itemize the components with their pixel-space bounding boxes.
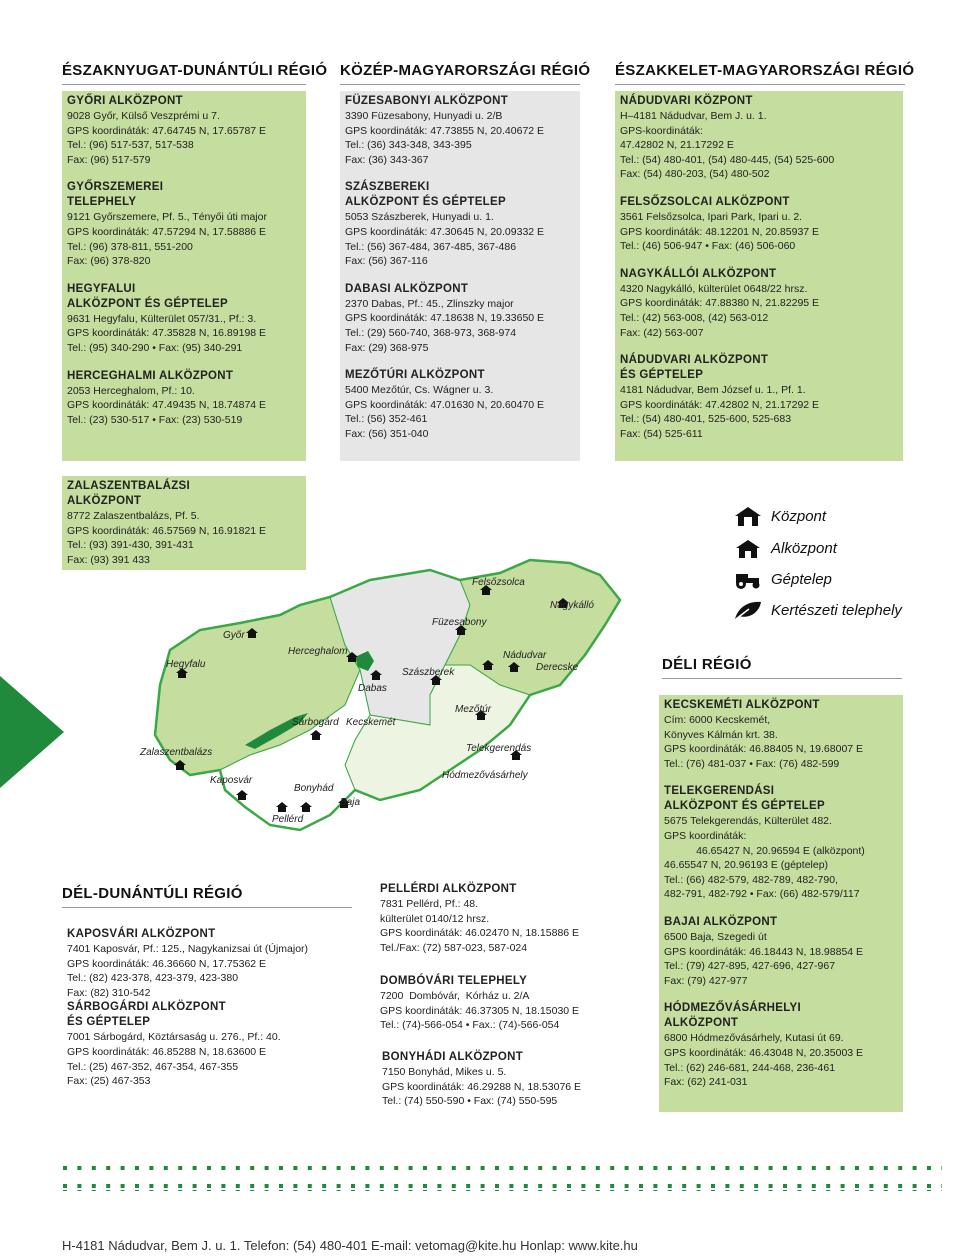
office-detail: Tel.: (29) 560-740, 368-973, 368-974	[345, 326, 517, 339]
office-detail: GPS koordináták: 47.35828 N, 16.89198 E	[67, 327, 267, 340]
office-detail: Fax: (29) 368-975	[345, 341, 429, 354]
southwest-offices-box	[62, 924, 352, 1114]
office-detail: Tel.: (96) 378-811, 551-200	[67, 240, 193, 253]
office-title: ALKÖZPONT	[664, 1017, 739, 1030]
office-detail: GPS koordináták: 47.30645 N, 20.09332 E	[345, 225, 545, 238]
office-detail: Tel./Fax: (72) 587-023, 587-024	[380, 941, 528, 954]
office-detail: Fax: (82) 310-542	[67, 986, 151, 999]
office-detail: GPS koordináták:	[664, 829, 747, 842]
office-detail: Tel.: (56) 352-461	[345, 413, 428, 426]
office-entry	[67, 180, 301, 268]
dotted-separator	[62, 1165, 942, 1195]
legend-item-machine-yard	[733, 568, 832, 590]
office-entry	[67, 94, 301, 167]
office-detail: Tel.: (79) 427-895, 427-696, 427-967	[664, 960, 836, 973]
office-detail: 5675 Telekgerendás, Külterület 482.	[664, 815, 832, 828]
office-detail: 7200 Dombóvár, Kórház u. 2/A	[380, 990, 530, 1002]
office-title: GYŐRSZEMEREI	[67, 181, 164, 194]
office-title: ALKÖZPONT	[67, 495, 142, 507]
map-label: Hódmezővásárhely	[442, 770, 528, 781]
office-detail: Cím: 6000 Kecskemét,	[664, 714, 771, 726]
office-detail: Fax: (93) 391 433	[67, 553, 150, 566]
office-detail: külterület 0140/12 hrsz.	[380, 912, 490, 925]
office-detail: 2370 Dabas, Pf.: 45., Zlinszky major	[345, 297, 514, 310]
office-title: ALKÖZPONT ÉS GÉPTELEP	[345, 196, 506, 209]
office-detail: GPS koordináták: 46.02470 N, 18.15886 E	[380, 927, 580, 940]
office-detail: GPS koordináták: 46.18443 N, 18.98854 E	[664, 945, 864, 958]
legend-item-horticulture	[733, 599, 902, 621]
decorative-triangle	[0, 676, 66, 788]
office-entry	[345, 180, 575, 268]
office-entry	[380, 882, 590, 955]
office-detail: Tel.: (93) 391-430, 391-431	[67, 539, 194, 552]
office-detail: Fax: (62) 241-031	[664, 1076, 748, 1089]
office-title: HERCEGHALMI ALKÖZPONT	[67, 369, 234, 382]
office-title: BONYHÁDI ALKÖZPONT	[382, 1051, 524, 1063]
office-entry	[620, 195, 898, 254]
office-detail: 6500 Baja, Szegedi út	[664, 930, 767, 943]
divider	[62, 84, 306, 85]
office-title: ALKÖZPONT ÉS GÉPTELEP	[664, 800, 825, 813]
branch-office-icon	[733, 537, 763, 559]
map-label: Herceghalom	[288, 646, 348, 657]
map-label: Nádudvar	[503, 650, 547, 661]
office-title: HÓDMEZŐVÁSÁRHELYI	[664, 1002, 801, 1015]
office-detail: Fax: (54) 525-611	[620, 427, 703, 440]
office-detail: 47.42802 N, 21.17292 E	[620, 139, 734, 152]
office-detail: Tel.: (23) 530-517 • Fax: (23) 530-519	[67, 413, 243, 426]
office-detail: Tel.: (95) 340-290 • Fax: (95) 340-291	[67, 341, 243, 354]
map-label: Sárbogárd	[292, 717, 339, 728]
office-detail: Tel.: (66) 482-579, 482-789, 482-790,	[664, 873, 838, 886]
office-detail: 2053 Herceghalom, Pf.: 10.	[67, 384, 195, 397]
office-detail: Fax: (96) 517-579	[67, 153, 151, 166]
office-detail: Tel.: (36) 343-348, 343-395	[345, 139, 472, 152]
office-detail: GPS koordináták: 47.73855 N, 20.40672 E	[345, 124, 545, 137]
office-detail: H–4181 Nádudvar, Bem J. u. 1.	[620, 110, 767, 122]
office-detail: GPS koordináták: 46.36660 N, 17.75362 E	[67, 957, 267, 970]
office-title: KAPOSVÁRI ALKÖZPONT	[67, 928, 216, 940]
office-detail: Könyves Kálmán krt. 38.	[664, 728, 778, 741]
office-detail: Fax: (42) 563-007	[620, 326, 704, 339]
office-detail: Fax: (54) 480-203, (54) 480-502	[620, 168, 770, 181]
map-label: Telekgerendás	[466, 743, 532, 754]
office-title: PELLÉRDI ALKÖZPONT	[380, 883, 517, 895]
office-entry	[664, 784, 898, 902]
office-detail: 7150 Bonyhád, Mikes u. 5.	[382, 1066, 507, 1078]
office-title: TELEKGERENDÁSI	[664, 785, 775, 798]
office-detail: 9121 Győrszemere, Pf. 5., Tényői úti major	[67, 211, 267, 224]
office-detail: 6800 Hódmezővásárhely, Kutasi út 69.	[664, 1032, 844, 1045]
office-detail: Fax: (79) 427-977	[664, 974, 748, 987]
office-entry	[380, 974, 590, 1033]
office-detail: 5400 Mezőtúr, Cs. Wágner u. 3.	[345, 384, 494, 397]
office-detail: 7001 Sárbogárd, Köztársaság u. 276., Pf.: 40.	[67, 1031, 281, 1044]
office-title: ALKÖZPONT ÉS GÉPTELEP	[67, 297, 228, 310]
office-detail: GPS koordináták: 48.12201 N, 20.85937 E	[620, 225, 820, 238]
region-title-southwest: DÉL-DUNÁNTÚLI RÉGIÓ	[62, 885, 243, 902]
office-entry	[67, 282, 301, 356]
office-detail: 7401 Kaposvár, Pf.: 125., Nagykanizsai út (Újmajor)	[67, 943, 309, 955]
office-detail: Fax: (56) 367-116	[345, 255, 428, 268]
northwest-offices-box	[62, 91, 306, 461]
office-title: HEGYFALUI	[67, 282, 136, 295]
hungary-region-map	[130, 545, 650, 845]
region-title-south: DÉLI RÉGIÓ	[662, 656, 752, 673]
office-detail: GPS-koordináták:	[620, 124, 703, 137]
office-detail: 7831 Pellérd, Pf.: 48.	[380, 898, 479, 910]
office-title: BAJAI ALKÖZPONT	[664, 915, 778, 928]
footer-contact: H-4181 Nádudvar, Bem J. u. 1. Telefon: (54) 480-401 E-mail: vetomag@kite.hu Honlap: www.kite.hu	[62, 1238, 638, 1253]
office-detail: 8772 Zalaszentbalázs, Pf. 5.	[67, 510, 200, 522]
legend-label: Alközpont	[771, 539, 837, 557]
office-title: DOMBÓVÁRI TELEPHELY	[380, 975, 528, 987]
legend-label: Géptelep	[771, 570, 832, 588]
map-label: Nagykálló	[550, 600, 594, 611]
region-title-northwest: ÉSZAKNYUGAT-DUNÁNTÚLI RÉGIÓ	[62, 62, 328, 79]
office-detail: 4320 Nagykálló, külterület 0648/22 hrsz.	[620, 282, 808, 295]
office-detail: GPS koordináták: 46.37305 N, 18.15030 E	[380, 1004, 580, 1017]
legend-item-headquarters	[733, 505, 826, 527]
office-detail: GPS koordináták: 47.01630 N, 20.60470 E	[345, 398, 545, 411]
map-label: Szászberek	[402, 667, 455, 678]
office-detail: Tel.: (82) 423-378, 423-379, 423-380	[67, 972, 239, 985]
northeast-offices-box	[615, 91, 903, 461]
office-entry	[382, 1050, 592, 1109]
map-label: Mezőtúr	[455, 704, 492, 715]
office-title: ÉS GÉPTELEP	[620, 369, 704, 382]
office-entry	[664, 915, 898, 988]
south-offices-box	[659, 695, 903, 1112]
office-detail: GPS koordináták: 46.85288 N, 18.63600 E	[67, 1045, 267, 1058]
office-detail: 9028 Győr, Külső Veszprémi u 7.	[67, 110, 220, 122]
office-detail: GPS koordináták: 47.42802 N, 21.17292 E	[620, 398, 820, 411]
office-detail: Tel.: (46) 506-947 • Fax: (46) 506-060	[620, 240, 796, 253]
divider	[615, 84, 905, 85]
office-entry	[620, 94, 898, 182]
map-label: Derecske	[536, 662, 579, 673]
office-detail: GPS koordináták: 47.88380 N, 21.82295 E	[620, 297, 820, 310]
office-entry	[67, 927, 347, 1000]
divider	[62, 907, 352, 908]
office-title: MEZŐTÚRI ALKÖZPONT	[345, 369, 485, 382]
office-detail: 46.65427 N, 20.96594 E (alközpont)	[664, 844, 865, 857]
office-detail: 482-791, 482-792 • Fax: (66) 482-579/117	[664, 888, 860, 901]
office-title: NÁDUDVARI KÖZPONT	[620, 95, 753, 107]
office-title: GYŐRI ALKÖZPONT	[67, 95, 183, 107]
horticulture-site-icon	[733, 599, 763, 621]
office-title: NAGYKÁLLÓI ALKÖZPONT	[620, 267, 777, 280]
office-detail: 3561 Felsőzsolca, Ipari Park, Ipari u. 2.	[620, 210, 803, 223]
office-detail: 46.65547 N, 20.96193 E (géptelep)	[664, 859, 829, 872]
office-entry	[345, 282, 575, 355]
office-detail: GPS koordináták: 47.49435 N, 18.74874 E	[67, 399, 267, 412]
office-detail: 4181 Nádudvar, Bem József u. 1., Pf. 1.	[620, 384, 806, 397]
region-title-northeast: ÉSZAKKELET-MAGYARORSZÁGI RÉGIÓ	[615, 62, 915, 79]
headquarters-icon	[733, 505, 763, 527]
office-title: TELEPHELY	[67, 196, 137, 209]
office-entry	[67, 369, 301, 428]
office-detail: Tel.: (56) 367-484, 367-485, 367-486	[345, 240, 517, 253]
office-entry	[67, 1000, 347, 1088]
office-detail: 9631 Hegyfalu, Külterület 057/31., Pf.: 3.	[67, 312, 257, 325]
map-label: Dabas	[358, 683, 387, 694]
office-detail: Tel.: (74) 550-590 • Fax: (74) 550-595	[382, 1095, 558, 1108]
legend-item-branch	[733, 537, 837, 559]
dombovar-office-box	[375, 971, 595, 1037]
office-title: SÁRBOGÁRDI ALKÖZPONT	[67, 1001, 226, 1014]
office-title: FELSŐZSOLCAI ALKÖZPONT	[620, 195, 790, 208]
divider	[662, 678, 902, 679]
office-detail: Tel.: (74)-566-054 • Fax.: (74)-566-054	[380, 1019, 560, 1032]
office-detail: Tel.: (54) 480-401, 525-600, 525-683	[620, 413, 792, 426]
office-detail: Tel.: (54) 480-401, (54) 480-445, (54) 525-600	[620, 153, 835, 166]
office-detail: GPS koordináták: 46.29288 N, 18.53076 E	[382, 1080, 582, 1093]
office-detail: GPS koordináták: 46.57569 N, 16.91821 E	[67, 524, 267, 537]
map-label: Kaposvár	[210, 775, 253, 786]
office-entry	[664, 1001, 898, 1089]
office-title: NÁDUDVARI ALKÖZPONT	[620, 354, 769, 367]
office-detail: Fax: (96) 378-820	[67, 255, 151, 268]
map-label: Zalaszentbalázs	[140, 747, 213, 758]
office-title: DABASI ALKÖZPONT	[345, 282, 469, 295]
office-detail: GPS koordináták: 46.43048 N, 20.35003 E	[664, 1046, 864, 1059]
office-entry	[345, 368, 575, 441]
map-label: Felsőzsolca	[472, 577, 525, 588]
region-title-central: KÖZÉP-MAGYARORSZÁGI RÉGIÓ	[340, 62, 591, 79]
office-entry	[345, 94, 575, 167]
map-label: Győr	[223, 630, 245, 641]
office-title: KECSKEMÉTI ALKÖZPONT	[664, 699, 820, 711]
office-detail: Tel.: (62) 246-681, 244-468, 236-461	[664, 1061, 836, 1074]
legend-label: Kertészeti telephely	[771, 601, 902, 619]
office-detail: Fax: (25) 467-353	[67, 1075, 151, 1088]
office-detail: 3390 Füzesabony, Hunyadi u. 2/B	[345, 110, 503, 122]
office-title: ZALASZENTBALÁZSI	[67, 480, 190, 492]
office-detail: GPS koordináták: 47.64745 N, 17.65787 E	[67, 124, 267, 137]
legend-label: Központ	[771, 507, 827, 525]
office-detail: Fax: (56) 351-040	[345, 427, 429, 440]
office-detail: GPS koordináták: 46.88405 N, 19.68007 E	[664, 743, 864, 756]
office-detail: Tel.: (25) 467-352, 467-354, 467-355	[67, 1060, 239, 1073]
map-label: Kecskemét	[346, 717, 396, 728]
map-label: Füzesabony	[432, 617, 487, 628]
office-entry	[664, 698, 898, 771]
machine-yard-icon	[733, 568, 763, 590]
office-title: ÉS GÉPTELEP	[67, 1016, 151, 1029]
map-label: Hegyfalu	[166, 659, 206, 670]
office-detail: 5053 Szászberek, Hunyadi u. 1.	[345, 211, 494, 224]
bonyhad-office-box	[377, 1047, 597, 1113]
pellerd-office-box	[375, 879, 595, 959]
office-entry	[620, 267, 898, 340]
office-detail: GPS koordináták: 47.18638 N, 19.33650 E	[345, 312, 545, 325]
office-detail: Fax: (36) 343-367	[345, 153, 429, 166]
map-label: Baja	[340, 797, 361, 808]
office-detail: Tel.: (76) 481-037 • Fax: (76) 482-599	[664, 757, 840, 770]
office-entry	[620, 353, 898, 441]
map-label: Pellérd	[272, 814, 304, 825]
divider	[340, 84, 580, 85]
office-title: SZÁSZBEREKI	[345, 181, 430, 194]
office-title: FÜZESABONYI ALKÖZPONT	[345, 95, 509, 107]
central-offices-box	[340, 91, 580, 461]
office-detail: GPS koordináták: 47.57294 N, 17.58886 E	[67, 225, 267, 238]
office-detail: Tel.: (96) 517-537, 517-538	[67, 139, 194, 152]
office-detail: Tel.: (42) 563-008, (42) 563-012	[620, 311, 769, 324]
map-label: Bonyhád	[294, 783, 334, 794]
